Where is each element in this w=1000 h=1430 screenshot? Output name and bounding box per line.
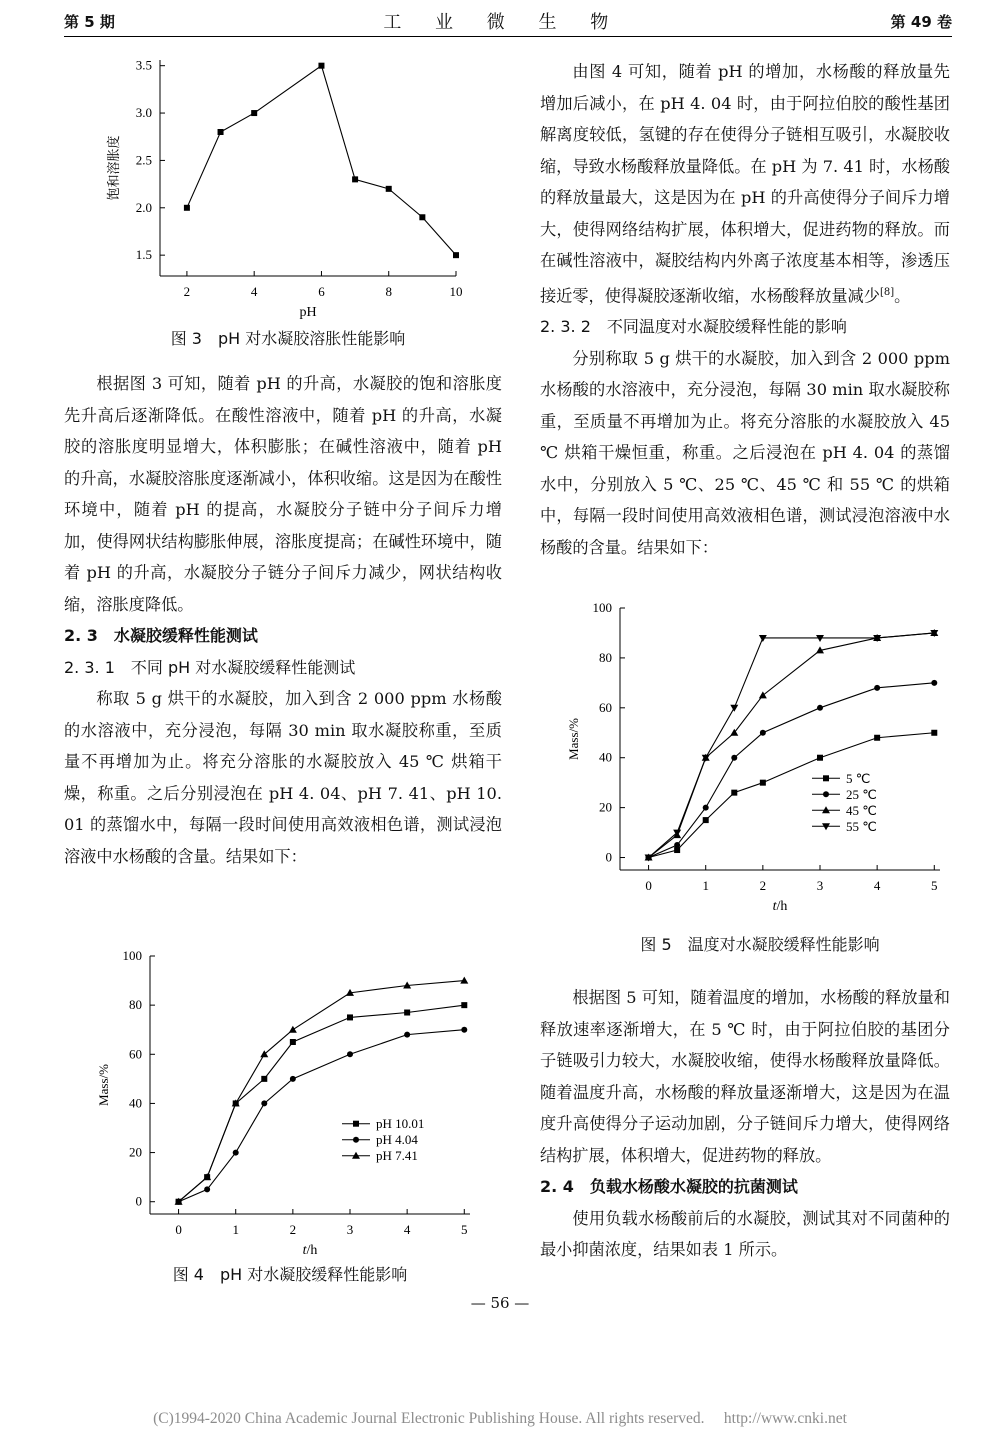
section-heading-2-4: 2. 4 负载水杨酸水凝胶的抗菌测试 [540,1177,798,1196]
paragraph: 称取 5 g 烘干的水凝胶，加入到含 2 000 ppm 水杨酸的水溶液中，充分浸泡，每隔 30 min 取水凝胶称重，至质量不再增加为止。将充分溶胀的水凝胶放入 45 ℃ 烘箱干燥，称重。之后分别浸泡在 pH 4. 04、pH 7. 41、pH 10. 01 的蒸馏水中，每隔一段时间使用高效液相色谱，测试浸泡溶液中水杨酸的含量。结果如下： [64,689,502,866]
x-tick-label: 0 [175,1222,182,1237]
series-line [649,633,935,858]
data-point [453,252,459,258]
legend-label: 5 ℃ [846,770,871,786]
y-tick-label: 0 [135,1193,142,1209]
x-axis-label: t/h [772,899,788,914]
legend-label: pH 4.04 [376,1132,418,1148]
legend-label: 45 ℃ [846,802,877,818]
y-tick-label: 3.0 [135,105,152,121]
y-tick-label: 20 [599,799,612,815]
data-point [404,1010,410,1016]
data-series [184,63,459,258]
data-point [261,1076,267,1082]
legend-label: pH 10.01 [376,1116,425,1132]
figure-3-chart [98,52,478,322]
data-point [822,806,830,813]
data-point [823,775,829,781]
y-tick-label: 80 [599,649,612,665]
x-tick-label: 5 [931,878,938,893]
data-point [347,1051,353,1057]
y-tick-label: 3.5 [135,57,152,73]
data-point [289,1026,297,1033]
figure-5-chart [560,596,960,916]
data-point [731,755,737,761]
x-tick-label: 4 [873,878,881,893]
x-tick-label: 10 [449,284,463,299]
data-point [931,680,937,686]
x-tick-label: 1 [702,878,709,893]
x-tick-label: 1 [232,1222,239,1237]
paragraph [540,56,950,311]
data-point [290,1076,296,1082]
y-tick-label: 80 [129,997,142,1013]
left-column [64,368,502,872]
y-tick-label: 100 [592,600,612,615]
legend-entry [812,803,877,818]
data-point [352,1152,360,1159]
x-tick-label: 0 [645,878,652,893]
paragraph-end: 。 [894,285,911,305]
data-point [461,1027,467,1033]
series-line [649,633,935,858]
data-point [817,755,823,761]
x-tick-label: 4 [250,284,258,299]
paragraph-text: 由图 4 可知，随着 pH 的增加，水杨酸的释放量先增加后减小，在 pH 4. 04 时，由于阿拉伯胶的酸性基团解离度较低，氢键的存在使得分子链相互吸引，水凝胶收缩，导致水杨酸释放量降低。在 pH 为 7. 41 时，水杨酸的释放量最大，这是因为在 pH 的升高使得分子间斥力增大，使得网络结构扩展，体积增大，促进药物的释放。而在碱性溶液中，凝胶结构内外离子浓度基本相等，渗透压接近零，使得凝胶逐渐收缩，水杨酸释放量减少 [540,62,950,305]
data-point [460,977,468,984]
data-point [347,1014,353,1020]
y-tick-label: 60 [129,1046,142,1062]
data-point [419,214,425,220]
data-point [760,780,766,786]
data-point [352,176,358,182]
right-column-top [540,56,950,563]
data-point [874,735,880,741]
data-point [703,817,709,823]
paragraph: 分别称取 5 g 烘干的水凝胶，加入到含 2 000 ppm 水杨酸的水溶液中，充分浸泡，每隔 30 min 取水凝胶称重，至质量不再增加为止。将充分溶胀的水凝胶放入 45 ℃ 烘箱干燥恒重，称重。之后浸泡在 pH 4. 04 的蒸馏水中，分别放入 5 ℃、25 ℃、45 ℃ 和 55 ℃ 的烘箱中，每隔一段时间使用高效液相色谱，测试浸泡溶液中水杨酸的含量。结果如下： [540,348,950,557]
y-axis-label: 饱和溶胀度 [106,135,121,201]
x-axis-label: t/h [302,1243,318,1254]
data-point [353,1137,359,1143]
issue-label: 第 5 期 [64,12,115,31]
legend-entry [342,1116,424,1131]
data-point [318,63,324,69]
y-tick-label: 2.0 [135,199,152,215]
data-point [760,730,766,736]
y-axis-label: Mass/% [566,718,581,760]
legend-entry [342,1132,418,1147]
figure-5-caption: 图 5 温度对水凝胶缓释性能影响 [640,935,880,954]
right-column-bottom [540,982,950,1266]
data-point [931,730,937,736]
data-point [731,790,737,796]
volume-label: 第 49 卷 [890,12,952,31]
x-tick-label: 2 [289,1222,297,1237]
x-tick-label: 2 [183,284,191,299]
legend-label: pH 7.41 [376,1148,418,1164]
paragraph: 使用负载水杨酸前后的水凝胶，测试其对不同菌种的最小抑菌浓度，结果如表 1 所示。 [540,1208,950,1259]
series-line [179,981,465,1202]
y-tick-label: 2.5 [135,152,152,168]
data-point [703,805,709,811]
legend-entry [812,819,877,834]
data-point [184,205,190,211]
data-point [461,1002,467,1008]
legend-label: 25 ℃ [846,786,877,802]
y-tick-label: 1.5 [135,247,152,263]
paragraph: 根据图 3 可知，随着 pH 的升高，水凝胶的饱和溶胀度先升高后逐渐降低。在酸性溶液中，随着 pH 的升高，水凝胶的溶胀度明显增大，体积膨胀；在碱性溶液中，随着 pH 的升高，水凝胶溶胀度逐渐减小，体积收缩。这是因为在酸性环境中，随着 pH 的提高，水凝胶分子链中分子间斥力增加，使得网状结构膨胀伸展，溶胀度提高；在碱性环境中，随着 pH 的升高，水凝胶分子链分子间斥力减少，网状结构收缩，溶胀度降低。 [64,374,502,614]
data-point [353,1121,359,1127]
data-point [823,791,829,797]
page-number: — 56 — [470,1294,530,1312]
data-point [730,705,738,712]
y-tick-label: 0 [605,849,612,865]
series-line [179,1005,465,1202]
copyright-footer: (C)1994-2020 China Academic Journal Electronic Publishing House. All rights reserved. http://www.cnki.net [153,1410,847,1427]
legend-entry [342,1148,418,1163]
legend-entry [812,787,877,802]
figure-3-caption: 图 3 pH 对水凝胶溶胀性能影响 [170,329,406,348]
data-point [386,186,392,192]
y-tick-label: 60 [599,699,612,715]
journal-title: 工 业 微 生 物 [383,12,623,33]
section-heading-2-3-2: 2. 3. 2 不同温度对水凝胶缓释性能的影响 [540,317,847,337]
section-heading-2-3: 2. 3 水凝胶缓释性能测试 [64,626,258,645]
y-tick-label: 100 [122,948,142,963]
citation: [8] [879,286,895,298]
figure-4-caption: 图 4 pH 对水凝胶缓释性能影响 [172,1265,408,1284]
x-tick-label: 6 [318,284,325,299]
x-axis-label: pH [299,305,317,320]
section-heading-2-3-1: 2. 3. 1 不同 pH 对水凝胶缓释性能测试 [64,657,356,677]
figure-4-chart [90,944,490,1254]
data-point [404,1032,410,1038]
data-point [204,1186,210,1192]
paragraph: 根据图 5 可知，随着温度的增加，水杨酸的释放量和释放速率逐渐增大，在 5 ℃ 时，由于阿拉伯胶的基团分子链吸引力较大，水凝胶收缩，使得水杨酸释放量降低。随着温度升高，水杨酸的释放量逐渐增大，这是因为在温度升高使得分子运动加剧，分子链间斥力增大，使得网络结构扩展，体积增大，促进药物的释放。 [540,988,950,1165]
data-series [646,730,938,861]
x-tick-label: 8 [385,284,392,299]
y-axis-label: Mass/% [96,1064,111,1106]
x-tick-label: 3 [346,1222,354,1237]
data-point [261,1100,267,1106]
y-tick-label: 40 [599,749,612,765]
x-tick-label: 3 [816,878,824,893]
data-point [251,110,257,116]
y-tick-label: 40 [129,1095,142,1111]
data-point [233,1150,239,1156]
data-series [645,630,939,862]
page-header [64,6,952,37]
data-point [759,691,767,698]
x-tick-label: 5 [461,1222,468,1237]
data-point [874,685,880,691]
legend-entry [812,771,870,786]
x-tick-label: 2 [759,878,767,893]
data-point [290,1039,296,1045]
data-point [674,842,680,848]
series-line [187,66,456,255]
data-point [817,705,823,711]
data-point [218,129,224,135]
x-tick-label: 4 [403,1222,411,1237]
data-series [645,629,939,861]
legend-label: 55 ℃ [846,818,877,834]
y-tick-label: 20 [129,1144,142,1160]
